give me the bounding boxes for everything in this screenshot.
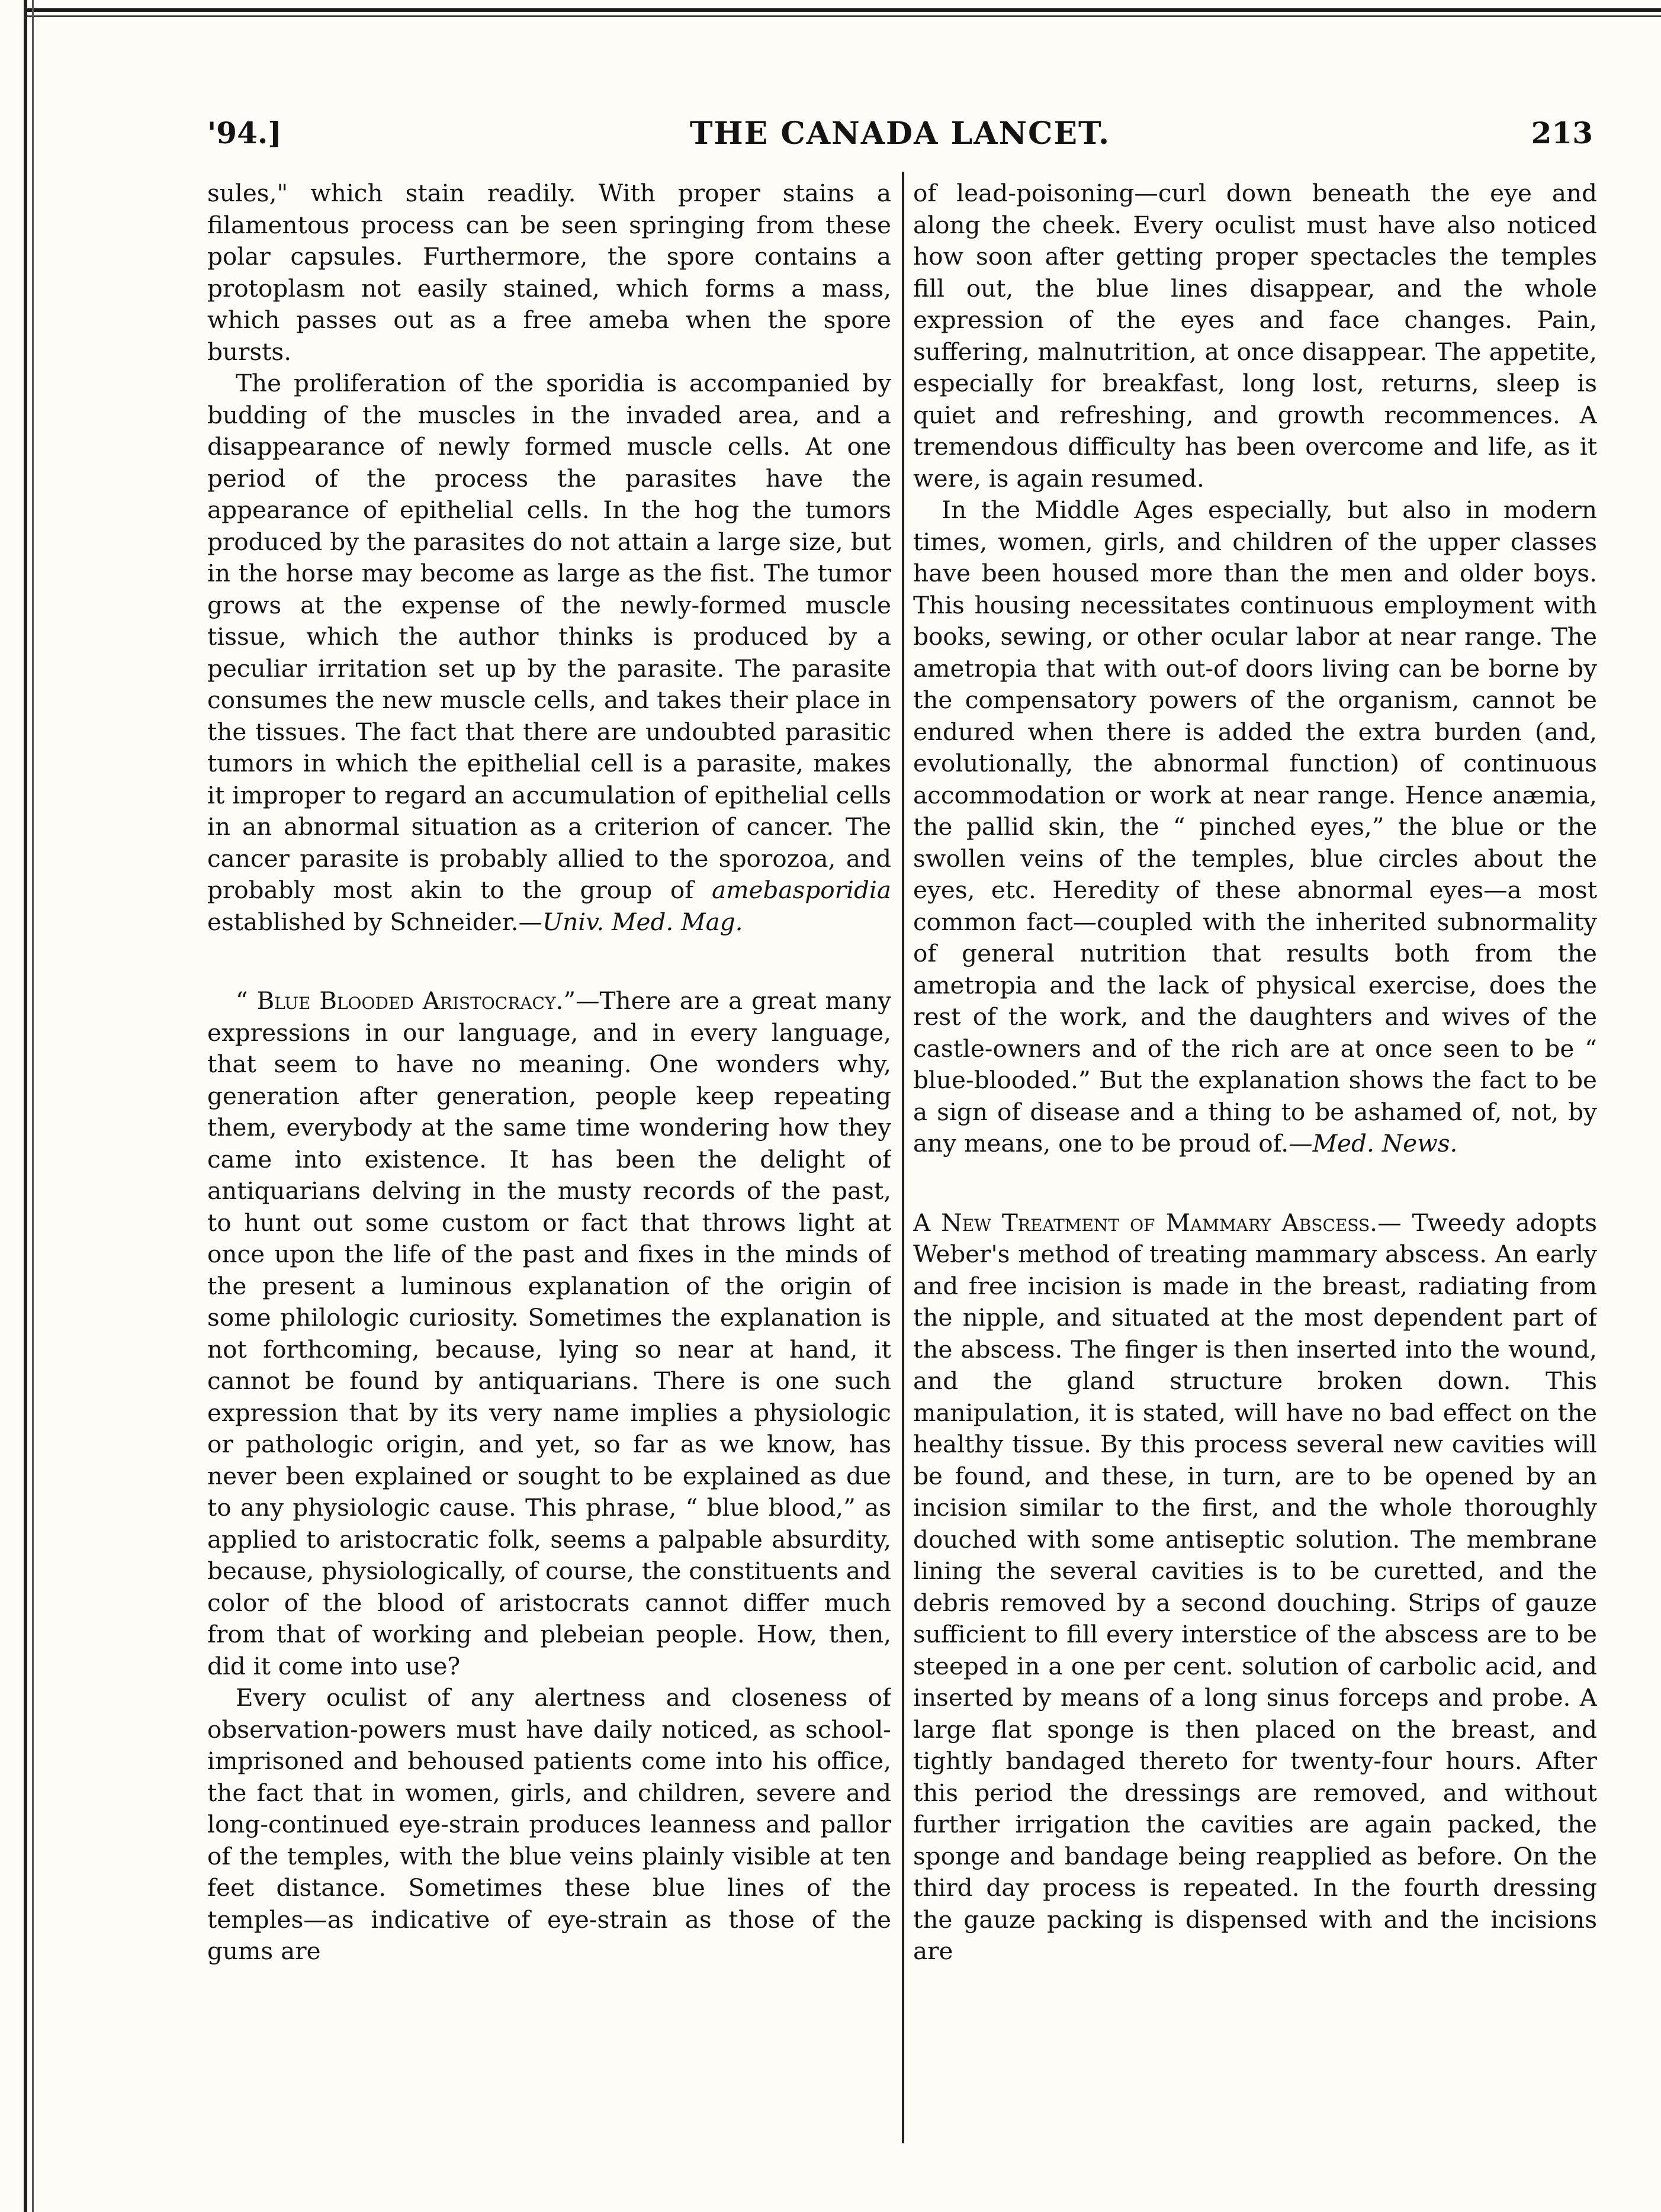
paragraph-text: established by Schneider.— xyxy=(207,907,543,936)
top-border-rule xyxy=(24,8,1661,12)
journal-title: THE CANADA LANCET. xyxy=(689,115,1111,152)
paragraph: sules," which stain readily. With proper stains a filamentous process can be seen springing from these polar capsules. Furthermore, the spore contains a protoplasm not easily stained, which forms a mass, which passes out as a free ameba when the spore bursts. xyxy=(207,179,891,366)
section-gap xyxy=(207,938,891,985)
paragraph xyxy=(913,494,1597,1160)
paragraph-text: — Tweedy adopts Weber's method of treating mammary abscess. An early and free incision is made in the breast, radiating from the nipple, and situated at the most dependent part of the abscess. The finger is then inserted into the wound, and the gland structure broken down. This manipulation, it is stated, will have no bad effect on the healthy tissue. By this process several new cavities will be found, and these, in turn, are to be opened by an incision similar to the first, and the whole thoroughly douched with some antiseptic solution. The membrane lining the several cavities is to be curetted, and the debris removed by a second douching. Strips of gauze sufficient to fill every interstice of the abscess are to be steeped in a one per cent. solution of carbolic acid, and inserted by means of a long sinus forceps and probe. A large flat sponge is then placed on the breast, and tightly bandaged thereto for twenty-four hours. After this period the dressings are removed, and without further irrigation the cavities are again packed, the sponge and bandage being reapplied as before. On the third day process is repeated. In the fourth dressing the gauze packing is dispensed with and the incisions are xyxy=(913,1208,1597,1965)
source-citation: Univ. Med. Mag. xyxy=(542,907,743,936)
left-column xyxy=(207,178,891,2149)
section-gap xyxy=(913,1160,1597,1207)
top-border-rule-thin xyxy=(24,15,1661,17)
column-divider xyxy=(902,172,904,2143)
paragraph xyxy=(207,985,891,1682)
binding-edge-thin xyxy=(32,0,34,2212)
paragraph xyxy=(913,1207,1597,1967)
header-year: '94.] xyxy=(207,115,282,150)
paragraph xyxy=(207,368,891,938)
section-title: A New Treatment of Mammary Abscess. xyxy=(913,1208,1378,1237)
page-number: 213 xyxy=(1531,115,1593,150)
running-header xyxy=(207,115,1593,163)
source-citation: Med. News. xyxy=(1312,1129,1458,1158)
paragraph-text: The proliferation of the sporidia is accompanied by budding of the muscles in the invaded area, and a disappearance of newly formed muscle cells. At one period of the process the parasites have the appearance of epithelial cells. In the hog the tumors produced by the parasites do not attain a large size, but in the horse may become as large as the fist. The tumor grows at the expense of the newly-formed muscle tissue, which the author thinks is produced by a peculiar irritation set up by the parasite. The parasite consumes the new muscle cells, and takes their place in the tissues. The fact that there are undoubted parasitic tumors in which the epithelial cell is a parasite, makes it improper to regard an accumulation of epithelial cells in an abnormal situation as a criterion of cancer. The cancer parasite is probably allied to the sporozoa, and probably most akin to the group of xyxy=(207,369,891,904)
right-column xyxy=(913,178,1597,2149)
paragraph-text: —There are a great many expressions in our language, and in every language, that seem to have no meaning. One wonders why, generation after generation, people keep repeating them, everybody at the same time wondering how they came into existence. It has been the delight of antiquarians delving in the musty records of the past, to hunt out some custom or fact that throws light at once upon the life of the past and fixes in the minds of the present a luminous explanation of the origin of some philologic curiosity. Sometimes the explanation is not forthcoming, because, lying so near at hand, it cannot be found by antiquarians. There is one such expression that by its very name implies a physiologic or pathologic origin, and yet, so far as we know, has never been explained or sought to be explained as due to any physiologic cause. This phrase, “ blue blood,” as applied to aristocratic folk, seems a palpable absurdity, because, physiologically, of course, the constituents and color of the blood of aristocrats cannot differ much from that of working and plebeian people. How, then, did it come into use? xyxy=(207,986,891,1680)
binding-edge xyxy=(24,0,27,2212)
paragraph-text: In the Middle Ages especially, but also in modern times, women, girls, and children of the upper classes have been housed more than the men and older boys. This housing necessitates continuous employment with books, sewing, or other ocular labor at near range. The ametropia that with out-of doors living can be borne by the compensatory powers of the organism, cannot be endured when there is added the extra burden (and, evolutionally, the abnormal function) of continuous accommodation or work at near range. Hence anæmia, the pallid skin, the “ pinched eyes,” the blue or the swollen veins of the temples, blue circles about the eyes, etc. Heredity of these abnormal eyes—a most common fact—coupled with the inherited subnormality of general nutrition that results both from the ametropia and the lack of physical exercise, does the rest of the work, and the daughters and wives of the castle-owners and of the rich are at once seen to be “ blue-blooded.” But the explanation shows the fact to be a sign of disease and a thing to be ashamed of, not, by any means, one to be proud of.— xyxy=(913,496,1597,1158)
section-title: “ Blue Blooded Aristocracy.” xyxy=(236,986,576,1015)
paragraph: of lead-poisoning—curl down beneath the eye and along the cheek. Every oculist must have also noticed how soon after getting proper spectacles the temples fill out, the blue lines disappear, and the whole expression of the eyes and face changes. Pain, suffering, malnutrition, at once disappear. The appetite, especially for breakfast, long lost, returns, sleep is quiet and refreshing, and growth recommences. A tremendous difficulty has been overcome and life, as it were, is again resumed. xyxy=(913,179,1597,493)
italic-term: amebasporidia xyxy=(711,876,891,904)
paragraph: Every oculist of any alertness and closeness of observation-powers must have daily noticed, as school-imprisoned and behoused patients come into his office, the fact that in women, girls, and children, severe and long-continued eye-strain produces leanness and pallor of the temples, with the blue veins plainly visible at ten feet distance. Sometimes these blue lines of the temples—as indicative of eye-strain as those of the gums are xyxy=(207,1683,891,1965)
